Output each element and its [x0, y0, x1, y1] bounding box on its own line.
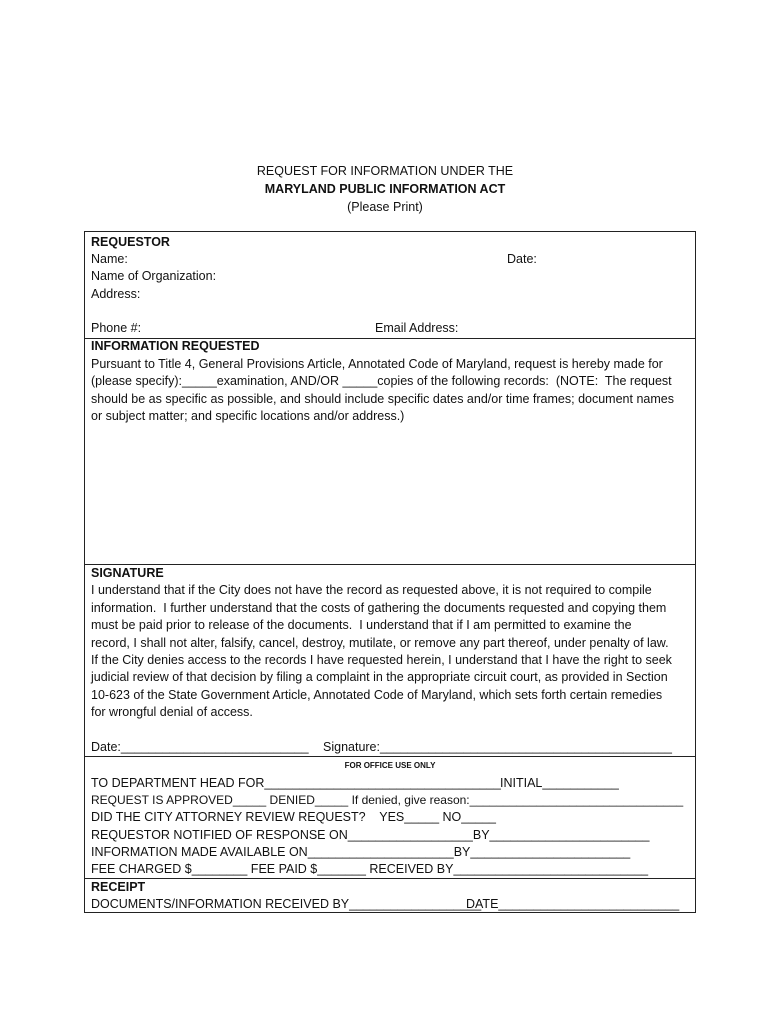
available-field[interactable]: INFORMATION MADE AVAILABLE ON_____________________BY_______________________ [91, 845, 631, 859]
signature-field[interactable]: Signature:__________________________________________ [323, 740, 672, 754]
signature-text-line: must be paid prior to release of the documents. I understand that if I am permitted to examine the [91, 618, 632, 632]
information-text-line: or subject matter; and specific locations and/or address.) [91, 409, 405, 423]
phone-label: Phone #: [91, 321, 142, 335]
notified-field[interactable]: REQUESTOR NOTIFIED OF RESPONSE ON__________________BY_______________________ [91, 828, 650, 842]
receipt-heading: RECEIPT [91, 880, 146, 894]
request-form [84, 231, 696, 913]
initial-field[interactable]: INITIAL___________ [500, 776, 619, 790]
information-heading: INFORMATION REQUESTED [91, 339, 260, 353]
signature-text-line: I understand that if the City does not have the record as requested above, it is not required to compile [91, 583, 652, 597]
address-label: Address: [91, 287, 141, 301]
information-text-line: (please specify):_____examination, AND/OR _____copies of the following records: (NOTE: The request [91, 374, 672, 388]
form-title-line-1: REQUEST FOR INFORMATION UNDER THE [256, 164, 514, 178]
date-label: Date: [507, 252, 537, 266]
department-head-field[interactable]: TO DEPARTMENT HEAD FOR__________________________________ [91, 776, 501, 790]
name-label: Name: [91, 252, 128, 266]
signature-text-line: record, I shall not alter, falsify, cancel, destroy, mutilate, or remove any part thereof, under penalty of law. [91, 636, 669, 650]
information-text-line: Pursuant to Title 4, General Provisions Article, Annotated Code of Maryland, request is hereby made for [91, 357, 663, 371]
signature-text-line: judicial review of that decision by filing a complaint in the appropriate circuit court, as provided in Section [91, 670, 668, 684]
signature-text-line: 10-623 of the State Government Article, Annotated Code of Maryland, which sets forth certain remedies [91, 688, 663, 702]
signature-text-line: for wrongful denial of access. [91, 705, 253, 719]
signature-heading: SIGNATURE [91, 566, 164, 580]
attorney-review-field[interactable]: DID THE CITY ATTORNEY REVIEW REQUEST? YES_____ NO_____ [91, 810, 497, 824]
requestor-heading: REQUESTOR [91, 235, 170, 249]
form-title-line-2: MARYLAND PUBLIC INFORMATION ACT [264, 182, 506, 196]
signature-text-line: information. I further understand that the costs of gathering the documents requested and copying them [91, 601, 667, 615]
email-label: Email Address: [375, 321, 459, 335]
office-use-heading: FOR OFFICE USE ONLY [344, 761, 436, 770]
approval-field[interactable]: REQUEST IS APPROVED_____ DENIED_____ If denied, give reason:________________________________ [91, 793, 684, 807]
receipt-date-field[interactable]: DATE__________________________ [466, 897, 680, 911]
information-text-line: should be as specific as possible, and should include specific dates and/or time frames; document names [91, 392, 674, 406]
documents-received-field[interactable]: DOCUMENTS/INFORMATION RECEIVED BY___________________ [91, 897, 482, 911]
signature-date-field[interactable]: Date:___________________________ [91, 740, 309, 754]
form-title-line-3: (Please Print) [347, 200, 423, 214]
fees-field[interactable]: FEE CHARGED $________ FEE PAID $_______ RECEIVED BY____________________________ [91, 862, 649, 876]
signature-text-line: If the City denies access to the records I have requested herein, I understand that I have the right to seek [91, 653, 672, 667]
organization-label: Name of Organization: [91, 269, 217, 283]
divider-signature [85, 564, 695, 565]
divider-receipt [85, 878, 695, 879]
